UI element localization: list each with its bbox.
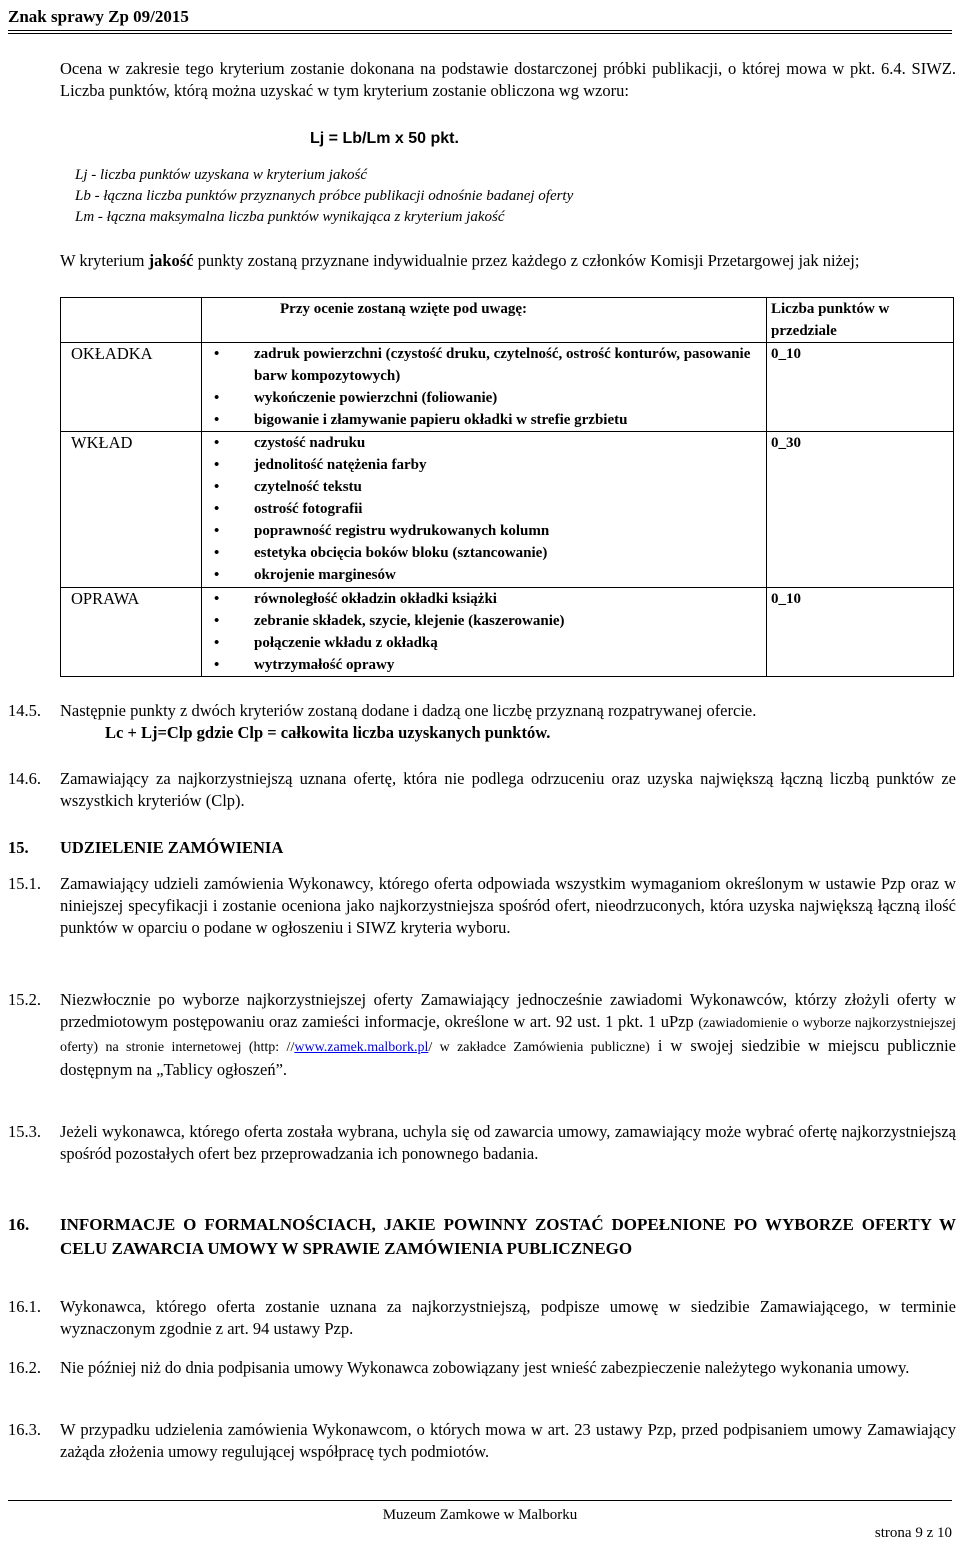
bullet-icon: • [214,390,220,407]
header-empty-cell [61,298,202,343]
legend-line-lm: Lm - łączna maksymalna liczba punktów wynikająca z kryterium jakość [75,209,505,225]
bullet-icon: • [214,457,220,474]
bullet-icon: • [214,412,220,429]
list-item: • zadruk powierzchni (czystość druku, czytelność, ostrość konturów, pasowanie barw kompozytowych) [202,343,766,387]
section-number: 14.6. [8,769,41,788]
section-14-5 [8,700,956,744]
section-title: INFORMACJE O FORMALNOŚCIACH, JAKIE POWINNY ZOSTAĆ DOPEŁNIONE PO WYBORZE OFERTY W CELU ZAWARCIA UMOWY W SPRAWIE ZAMÓWIENIA PUBLICZNEGO [60,1215,956,1258]
document-header-title: Znak sprawy Zp 09/2015 [8,7,189,26]
criterion-name: OKŁADKA [71,344,153,364]
footer-rule [8,1500,952,1501]
section-16-2 [8,1357,956,1379]
table-row [61,343,954,432]
section-title: UDZIELENIE ZAMÓWIENIA [60,838,284,857]
list-item: • bigowanie i złamywanie papieru okładki w strefie grzbietu [202,409,766,431]
bullet-icon: • [214,567,220,584]
bullet-icon: • [214,634,220,651]
section-number: 16.1. [8,1297,41,1316]
points-range: 0_30 [771,435,801,452]
section-text: Zamawiający udzieli zamówienia Wykonawcy, którego oferta odpowiada wszystkim wymaganiom określonym w ustawie Pzp oraz w niniejszej specyfikacji i zostanie oceniona jako najkorzystniejsza spośród ofert, nieodrzuconych, która uzyska największą łączną ilość punktów w oparciu o podane w ogłoszeniu i SIWZ kryteria wyboru. [60,874,956,937]
list-item: • równoległość okładzin okładki książki [202,588,766,610]
section-15-2 [8,989,956,1081]
score-formula: Lj = Lb/Lm x 50 pkt. [310,130,459,147]
criteria-keyword: jakość [148,251,194,270]
points-range: 0_10 [771,346,801,363]
list-item: • estetyka obcięcia boków bloku (sztancowanie) [202,542,766,564]
section-text: Jeżeli wykonawca, którego oferta została wybrana, uchyla się od zawarcia umowy, zamawiający może wybrać ofertę najkorzystniejszą spośród pozostałych ofert bez przeprowadzania ich ponownego badania. [60,1122,956,1163]
bullet-icon: • [214,612,220,629]
section-16-heading [8,1213,956,1261]
bullet-icon: • [214,545,220,562]
section-number: 15.2. [8,990,41,1009]
header-rule [8,30,952,31]
section-number: 15.1. [8,874,41,893]
legend-line-lb: Lb - łączna liczba punktów przyznanych próbce publikacji odnośnie badanej oferty [75,188,574,204]
criterion-name: WKŁAD [71,433,133,453]
section-16-1 [8,1296,956,1340]
table-header-row [61,298,954,343]
criterion-name: OPRAWA [71,588,140,608]
formula-legend [75,165,955,228]
website-link[interactable]: www.zamek.malbork.pl [294,1040,429,1055]
list-item: • poprawność registru wydrukowanych kolumn [202,520,766,542]
bullet-icon: • [214,523,220,540]
section-16-3 [8,1419,956,1463]
header-items-cell: Przy ocenie zostaną wzięte pod uwagę: [202,298,767,343]
bullet-icon: • [214,656,220,673]
section-text: Nie później niż do dnia podpisania umowy Wykonawca zobowiązany jest wnieść zabezpieczenie należytego wykonania umowy. [60,1358,910,1377]
section-text: Zamawiający za najkorzystniejszą uznana ofertę, która nie podlega odrzuceniu oraz uzyska największą łączną liczbą punktów ze wszystkich kryteriów (Clp). [60,769,956,810]
section-number: 15.3. [8,1122,41,1141]
bullet-icon: • [214,590,220,607]
section-number: 16. [8,1215,30,1234]
section-number: 16.3. [8,1420,41,1439]
legend-line-lj: Lj - liczba punktów uzyskana w kryterium jakość [75,167,368,183]
list-item: • zebranie składek, szycie, klejenie (kaszerowanie) [202,610,766,632]
bullet-icon: • [214,346,220,363]
criteria-paragraph: W kryterium jakość punkty zostaną przyznane indywidualnie przez każdego z członków Komisji Przetargowej jak niżej; [60,251,860,270]
list-item: • czytelność tekstu [202,476,766,498]
section-number: 15. [8,838,29,857]
list-item: • jednolitość natężenia farby [202,454,766,476]
intro-paragraph: Ocena w zakresie tego kryterium zostanie dokonana na podstawie dostarczonej próbki publikacji, o której mowa w pkt. 6.4. SIWZ. Liczba punktów, którą można uzyskać w tym kryterium zostanie obliczona wg wzoru: [60,59,956,100]
section-text: W przypadku udzielenia zamówienia Wykonawcom, o których mowa w art. 23 ustawy Pzp, przed podpisaniem umowy Zamawiający zażąda złożenia umowy regulującej współpracę tych podmiotów. [60,1420,956,1461]
list-item: • okrojenie marginesów [202,564,766,586]
page-number: strona 9 z 10 [874,1525,952,1541]
points-range: 0_10 [771,590,801,607]
section-15-3 [8,1121,956,1165]
total-formula: Lc + Lj=Clp gdzie Clp = całkowita liczba uzyskanych punktów. [105,723,551,742]
section-text: Wykonawca, którego oferta zostanie uznana za najkorzystniejszą, podpisze umowę w siedzibie Zamawiającego, w terminie wyznaczonym zgodnie z art. 94 ustawy Pzp. [60,1297,956,1338]
header-rule-secondary [8,33,952,34]
section-14-6 [8,768,956,812]
footer-institution: Muzeum Zamkowe w Malborku [382,1507,578,1523]
list-item: • wykończenie powierzchni (foliowanie) [202,387,766,409]
bullet-icon: • [214,479,220,496]
table-row [61,432,954,587]
quality-criteria-table [60,297,954,677]
section-number: 14.5. [8,701,41,720]
list-item: • połączenie wkładu z okładką [202,632,766,654]
list-item: • wytrzymałość oprawy [202,654,766,676]
bullet-icon: • [214,435,220,452]
table-row [61,587,954,676]
list-item: • czystość nadruku [202,432,766,454]
section-text: Niezwłocznie po wyborze najkorzystniejszej oferty Zamawiający jednocześnie zawiadomi Wykonawców, którzy złożyli oferty w przedmiotowym postępowaniu oraz zamieści informacje, określone w art. 92 ust. 1 pkt. 1 uPzp (zawiadomienie o wyborze najkorzystniejszej oferty) na stronie internetowej (http: //www.zamek.malbork.pl/ w zakładce Zamówienia publiczne) i w swojej siedzibie w miejscu publicznie dostępnym na „Tablicy ogłoszeń”. [60,990,956,1079]
section-15-heading [8,837,956,859]
section-number: 16.2. [8,1358,41,1377]
section-text: Następnie punkty z dwóch kryteriów zostaną dodane i dadzą one liczbę przyznaną rozpatrywanej ofercie. [60,701,757,720]
list-item: • ostrość fotografii [202,498,766,520]
section-15-1 [8,873,956,939]
bullet-icon: • [214,501,220,518]
header-points-cell: Liczba punktów w przedziale [767,298,954,343]
